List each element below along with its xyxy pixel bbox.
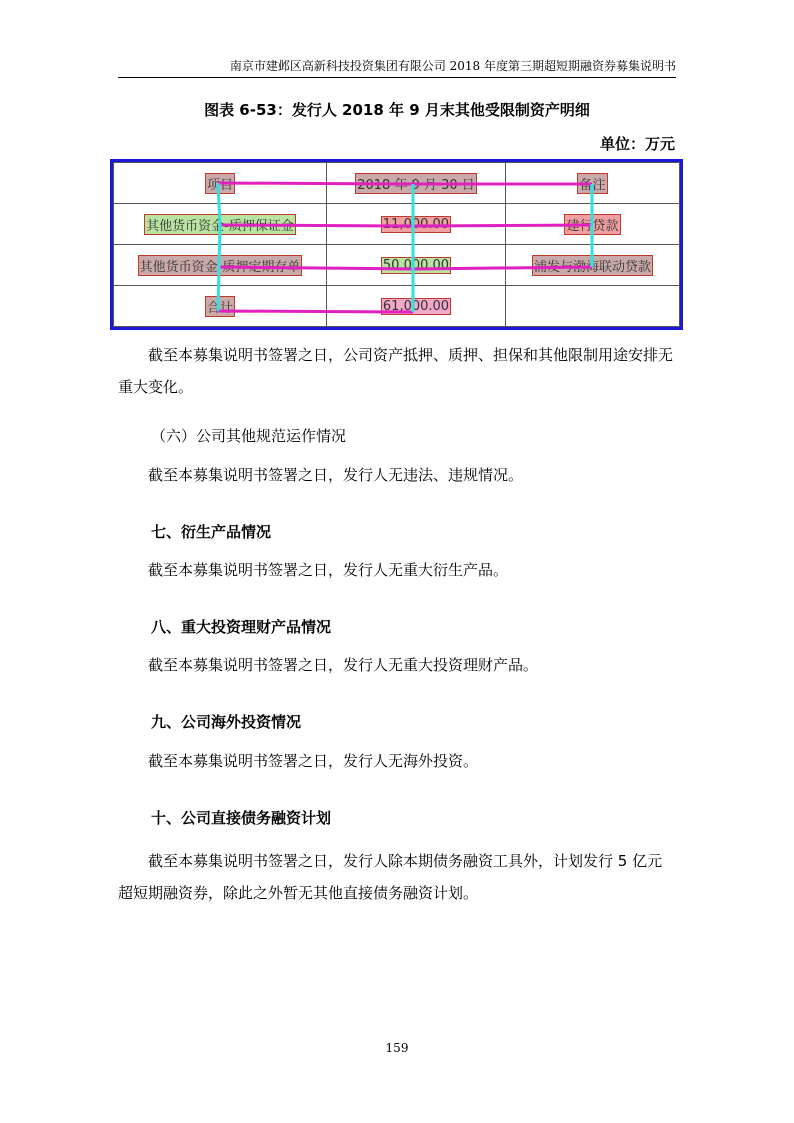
- total-remark: [506, 286, 680, 327]
- header-remark: 备注: [577, 173, 607, 194]
- page-number: 159: [385, 1041, 409, 1055]
- row1-item: 其他货币资金-质押保证金: [144, 214, 296, 235]
- paragraph: 截至本募集说明书签署之日，发行人除本期债务融资工具外，计划发行 5 亿元超短期融资券，除此之外暂无其他直接债务融资计划。: [118, 852, 663, 902]
- section-heading: 七、衍生产品情况: [151, 523, 272, 541]
- table-total-row: [114, 286, 680, 327]
- paragraph: 截至本募集说明书签署之日，发行人无海外投资。: [148, 752, 479, 770]
- table-row: [114, 204, 680, 245]
- table-row: [114, 245, 680, 286]
- row2-value: 50,000.00: [382, 257, 450, 273]
- header-date: 2018 年 9 月 30 日: [355, 173, 477, 194]
- paragraph: 截至本募集说明书签署之日，公司资产抵押、质押、担保和其他限制用途安排无重大变化。: [118, 346, 674, 396]
- paragraph: 截至本募集说明书签署之日，发行人无重大投资理财产品。: [148, 656, 539, 674]
- restricted-assets-table: [110, 159, 683, 330]
- section-heading: 十、公司直接债务融资计划: [151, 809, 332, 827]
- row1-remark: 建行贷款: [564, 214, 620, 235]
- table-header-row: [114, 163, 680, 204]
- total-item: 合计: [205, 296, 235, 317]
- section-heading: 八、重大投资理财产品情况: [151, 618, 332, 636]
- section-heading: 九、公司海外投资情况: [151, 713, 302, 731]
- paragraph: 截至本募集说明书签署之日，发行人无重大衍生产品。: [148, 561, 509, 579]
- row2-remark: 浦发与渤海联动贷款: [532, 255, 653, 276]
- header-item: 项目: [205, 173, 235, 194]
- row1-value: 11,000.00: [382, 216, 450, 232]
- running-header: 南京市建邺区高新科技投资集团有限公司 2018 年度第三期超短期融资券募集说明书: [118, 57, 676, 78]
- total-value: 61,000.00: [382, 298, 450, 314]
- section-heading: （六）公司其他规范运作情况: [151, 427, 347, 445]
- row2-item: 其他货币资金-质押定期存单: [138, 255, 303, 276]
- unit-label: 单位：万元: [599, 135, 675, 153]
- figure-title: 图表 6-53：发行人 2018 年 9 月末其他受限制资产明细: [204, 101, 590, 119]
- paragraph: 截至本募集说明书签署之日，发行人无违法、违规情况。: [148, 466, 524, 484]
